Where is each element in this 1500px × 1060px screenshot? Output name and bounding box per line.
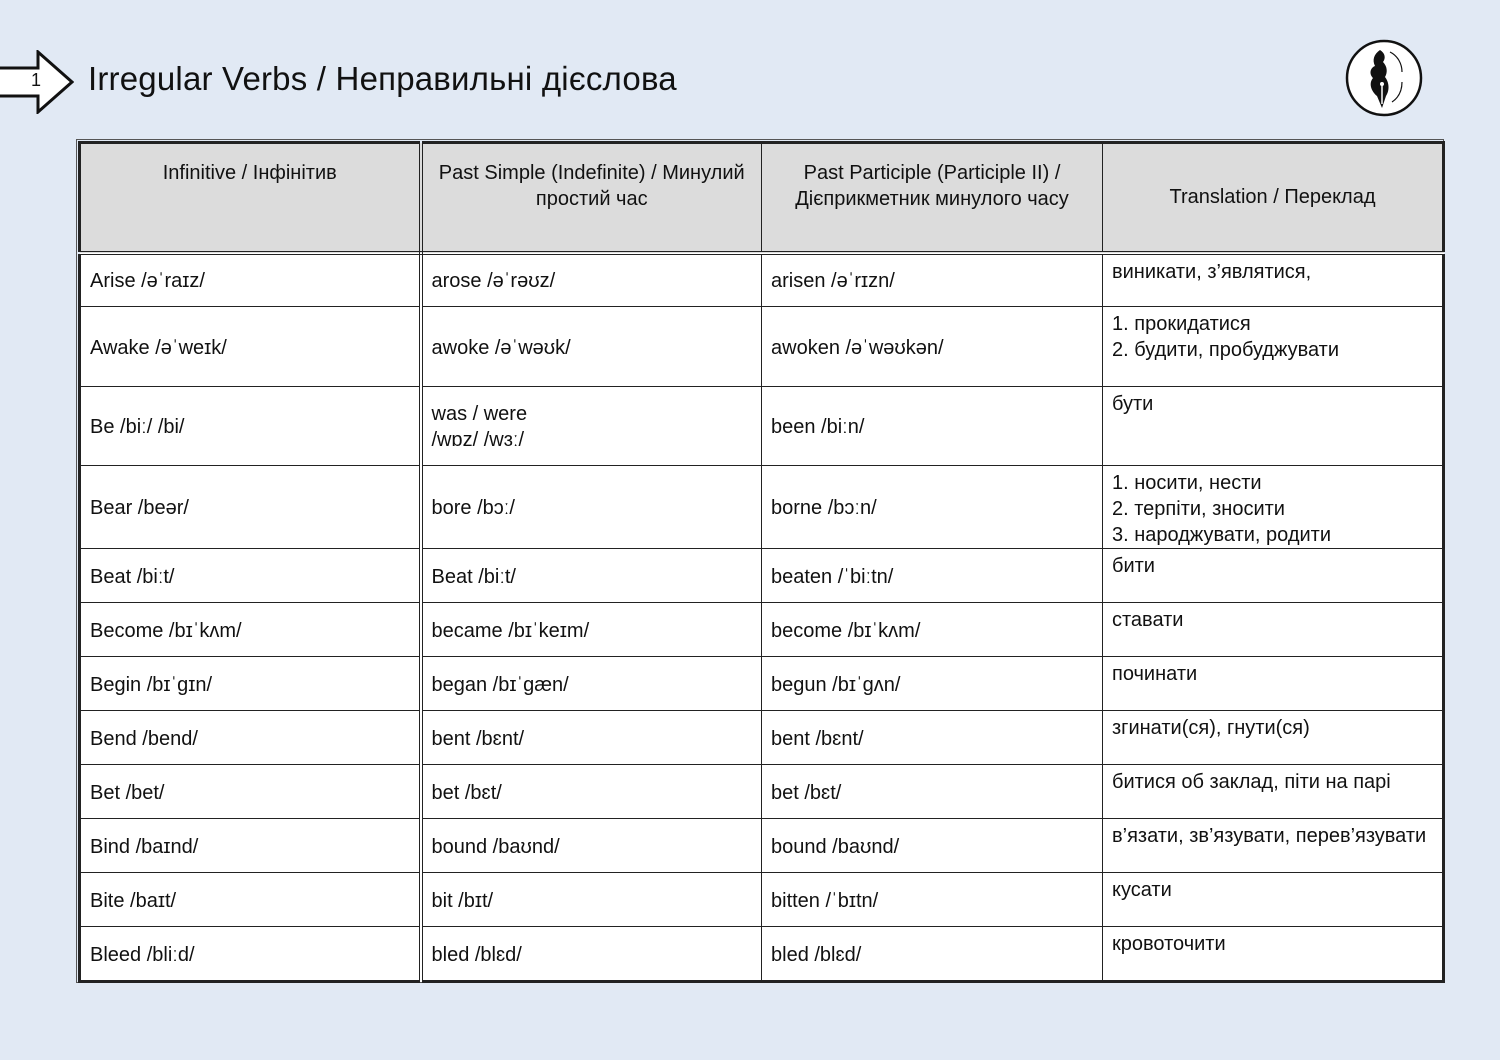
cell-translation: 1. носити, нести 2. терпіти, зносити 3. народжувати, родити bbox=[1103, 466, 1444, 549]
table-row bbox=[80, 819, 1444, 873]
table-row bbox=[80, 307, 1444, 387]
cell-infinitive: Bend /bend/ bbox=[80, 711, 421, 765]
cell-infinitive: Awake /əˈweɪk/ bbox=[80, 307, 421, 387]
table-row bbox=[80, 927, 1444, 982]
cell-infinitive: Begin /bɪˈgɪn/ bbox=[80, 657, 421, 711]
cell-translation: кровоточити bbox=[1103, 927, 1444, 982]
cell-infinitive: Be /biː/ /bi/ bbox=[80, 387, 421, 466]
cell-past-participle: bent /bɛnt/ bbox=[762, 711, 1103, 765]
table-row bbox=[80, 657, 1444, 711]
table-header-row bbox=[80, 143, 1444, 253]
cell-past-simple: bore /bɔː/ bbox=[421, 466, 762, 549]
cell-past-participle: become /bɪˈkʌm/ bbox=[762, 603, 1103, 657]
table-row bbox=[80, 765, 1444, 819]
cell-past-simple: bound /baʊnd/ bbox=[421, 819, 762, 873]
cell-past-participle: begun /bɪˈgʌn/ bbox=[762, 657, 1103, 711]
cell-infinitive: Bite /baɪt/ bbox=[80, 873, 421, 927]
irregular-verbs-table bbox=[78, 141, 1445, 983]
cell-past-simple: bit /bɪt/ bbox=[421, 873, 762, 927]
cell-past-participle: bled /blɛd/ bbox=[762, 927, 1103, 982]
column-header-past-participle: Past Participle (Participle II) / Дієприкметник минулого часу bbox=[762, 143, 1103, 253]
cell-translation: битися об заклад, піти на парі bbox=[1103, 765, 1444, 819]
cell-translation: в’язати, зв’язувати, перев’язувати bbox=[1103, 819, 1444, 873]
cell-past-simple: became /bɪˈkeɪm/ bbox=[421, 603, 762, 657]
fountain-pen-nib-icon bbox=[1344, 38, 1424, 118]
cell-infinitive: Become /bɪˈkʌm/ bbox=[80, 603, 421, 657]
cell-past-participle: beaten /ˈbiːtn/ bbox=[762, 549, 1103, 603]
cell-past-simple: was / were /wɒz/ /wɜː/ bbox=[421, 387, 762, 466]
table-row bbox=[80, 387, 1444, 466]
cell-infinitive: Beat /biːt/ bbox=[80, 549, 421, 603]
table-row bbox=[80, 549, 1444, 603]
cell-translation: бити bbox=[1103, 549, 1444, 603]
cell-past-participle: bound /baʊnd/ bbox=[762, 819, 1103, 873]
column-header-translation: Translation / Переклад bbox=[1103, 143, 1444, 253]
cell-infinitive: Bet /bet/ bbox=[80, 765, 421, 819]
cell-past-simple: began /bɪˈgæn/ bbox=[421, 657, 762, 711]
cell-past-participle: bet /bɛt/ bbox=[762, 765, 1103, 819]
cell-past-simple: bent /bɛnt/ bbox=[421, 711, 762, 765]
page-number: 1 bbox=[30, 70, 41, 90]
table-row bbox=[80, 466, 1444, 549]
table-row bbox=[80, 603, 1444, 657]
cell-translation: виникати, з’являтися, bbox=[1103, 253, 1444, 307]
cell-infinitive: Bind /baɪnd/ bbox=[80, 819, 421, 873]
cell-infinitive: Bear /beər/ bbox=[80, 466, 421, 549]
cell-past-participle: bitten /ˈbɪtn/ bbox=[762, 873, 1103, 927]
column-header-past-simple: Past Simple (Indefinite) / Минулий простий час bbox=[421, 143, 762, 253]
cell-past-simple: Beat /biːt/ bbox=[421, 549, 762, 603]
cell-infinitive: Arise /əˈraɪz/ bbox=[80, 253, 421, 307]
cell-translation: згинати(ся), гнути(ся) bbox=[1103, 711, 1444, 765]
cell-past-simple: bet /bɛt/ bbox=[421, 765, 762, 819]
cell-past-simple: bled /blɛd/ bbox=[421, 927, 762, 982]
cell-past-participle: been /biːn/ bbox=[762, 387, 1103, 466]
cell-past-participle: borne /bɔːn/ bbox=[762, 466, 1103, 549]
cell-infinitive: Bleed /bliːd/ bbox=[80, 927, 421, 982]
cell-past-simple: arose /əˈrəʊz/ bbox=[421, 253, 762, 307]
cell-past-participle: arisen /əˈrɪzn/ bbox=[762, 253, 1103, 307]
cell-translation: бути bbox=[1103, 387, 1444, 466]
cell-past-simple: awoke /əˈwəʊk/ bbox=[421, 307, 762, 387]
cell-translation: кусати bbox=[1103, 873, 1444, 927]
page-title: Irregular Verbs / Неправильні дієслова bbox=[88, 60, 677, 97]
table-row bbox=[80, 253, 1444, 307]
cell-past-participle: awoken /əˈwəʊkən/ bbox=[762, 307, 1103, 387]
cell-translation: ставати bbox=[1103, 603, 1444, 657]
cell-translation: починати bbox=[1103, 657, 1444, 711]
table-row bbox=[80, 873, 1444, 927]
cell-translation: 1. прокидатися 2. будити, пробуджувати bbox=[1103, 307, 1444, 387]
column-header-infinitive: Infinitive / Інфінітив bbox=[80, 143, 421, 253]
table-row bbox=[80, 711, 1444, 765]
